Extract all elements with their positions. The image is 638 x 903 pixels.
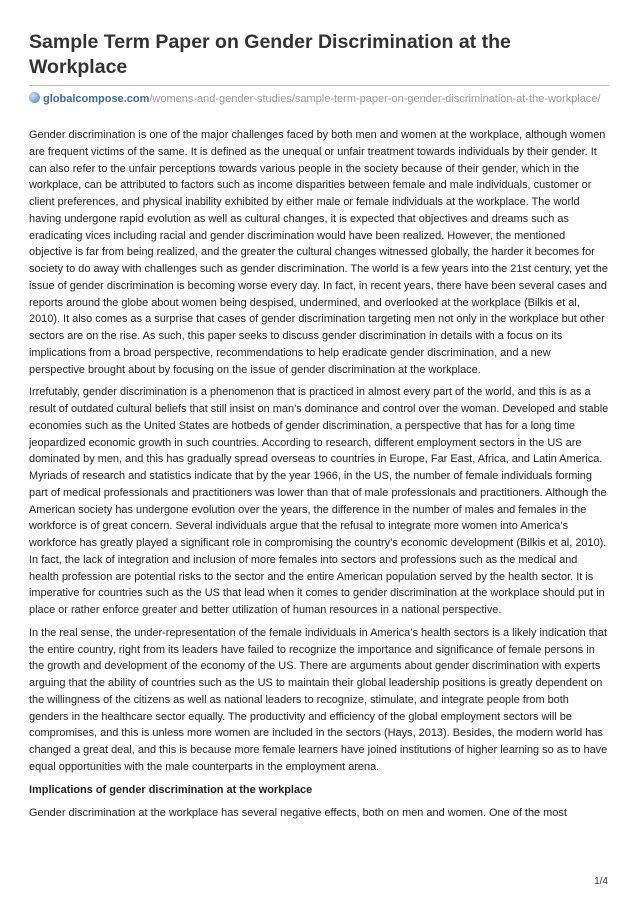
paragraph: In the real sense, the under-representation of the female individuals in America’s health sectors is a likely indication that the entire country, right from its leaders have failed to recognize the importance and significance of female persons in the growth and development of the economy of the US. There are arguments about gender discrimination with experts arguing that the ability of countries such as the US to maintain their global leadership positions is greatly dependent on the willingness of the citizens as well as national leaders to recognize, stimulate, and integrate people from both genders in the healthcare sector equally. The productivity and efficiency of the global employment sectors will be compromises, and this is unless more women are included in the sectors (Hays, 2013). Besides, the modern world has changed a great deal, and this is because more female learners have joined institutions of higher learning so as to have equal opportunities with the male counterparts in the employment arena. [29, 626, 608, 773]
title-divider [29, 85, 609, 86]
section-heading: Implications of gender discrimination at the workplace [29, 783, 313, 796]
source-url[interactable] [29, 92, 609, 107]
document-page [29, 30, 609, 828]
document-body [29, 127, 609, 822]
globe-icon [29, 92, 40, 103]
document-title: Sample Term Paper on Gender Discrimination at the Workplace [29, 31, 511, 78]
page-number: 1/4 [594, 876, 608, 887]
source-domain[interactable]: globalcompose.com [43, 93, 150, 105]
paragraph: Irrefutably, gender discrimination is a phenomenon that is practiced in almost every part of the world, and this is as a result of outdated cultural beliefs that still insist on man’s dominance and control over the woman. Developed and stable economies such as the United States are hotbeds of gender discrimination, a perspective that has for a long time jeopardized economic growth in such countries. According to research, different employment sectors in the US are dominated by men, and this has gradually spread overseas to countries in Europe, Far East, Africa, and Latin America. Myriads of research and statistics indicate that by the year 1966, in the US, the number of female individuals forming part of medical professionals and practitioners was lower than that of male professionals and practitioners. Although the American society has undergone evolution over the years, the difference in the number of males and females in the workforce is of great concern. Several individuals argue that the refusal to integrate more women into America’s workforce has greatly played a significant role in compromising the country’s economic development (Bilkis et al, 2010). In fact, the lack of integration and inclusion of more females into sectors and professions such as the medical and health profession are potential risks to the sector and the entire American population served by the health sector. It is imperative for countries such as the US that lead when it comes to gender discrimination at the workplace should put in place or rather enforce greater and better utilization of human resources in a national perspective. [29, 386, 609, 616]
paragraph: Gender discrimination is one of the major challenges faced by both men and women at the workplace, although women are frequent victims of the same. It is defined as the unequal or unfair treatment towards individuals by their gender. It can also refer to the unfair perceptions towards various people in the society because of their gender, which in the workplace, can be attributed to factors such as income disparities between female and male individuals, customer or client preferences, and physical inability exhibited by either male or female individuals at the workplace. The world having undergone rapid evolution as well as cultural changes, it is expected that objectives and dreams such as eradicating vices including racial and gender discrimination would have been realized. However, the mentioned objective is far from being realized, and the greater the cultural changes witnessed globally, the harder it becomes for society to do away with challenges such as gender discrimination. The world is a few years into the 21st century, yet the issue of gender discrimination is becoming worse every day. In fact, in recent years, there have been several cases and reports around the globe about women being despised, undermined, and overlooked at the workplace (Bilkis et al, 2010). It also comes as a surprise that cases of gender discrimination targeting men not only in the workplace but other sectors are on the rise. As such, this paper seeks to discuss gender discrimination in details with a focus on its implications from a broad perspective, recommendations to help eradicate gender discrimination, and a new perspective brought about by focusing on the issue of gender discrimination at the workplace. [29, 129, 608, 376]
paragraph: Gender discrimination at the workplace has several negative effects, both on men and women. One of the most [29, 807, 567, 820]
source-path[interactable]: /womens-and-gender-studies/sample-term-paper-on-gender-discrimination-at-the-workplace/ [149, 93, 601, 105]
